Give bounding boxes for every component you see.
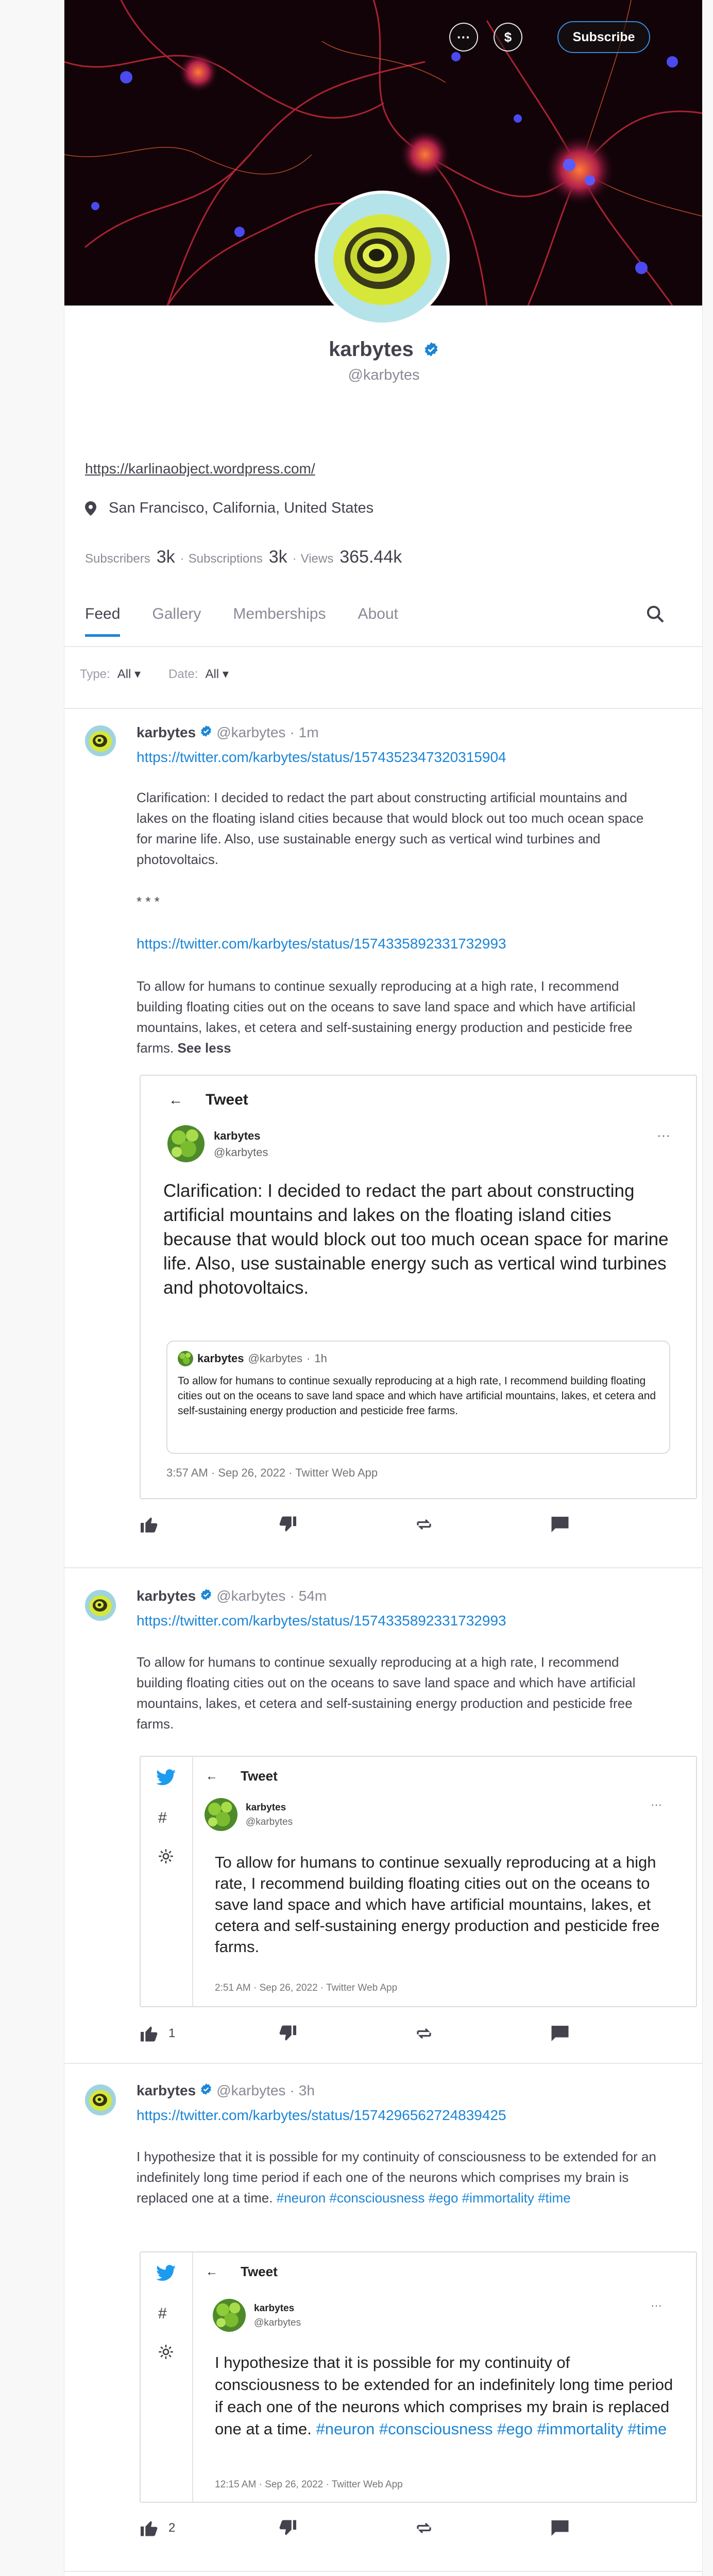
- search-feed-button[interactable]: [645, 604, 666, 627]
- subscribers-count[interactable]: 3k: [156, 547, 175, 567]
- hashtag-link[interactable]: #ego: [497, 2420, 533, 2438]
- quoted-time: 1h: [314, 1352, 327, 1365]
- type-filter-label: Type:: [80, 667, 110, 681]
- thumbs-up-icon: [140, 2025, 159, 2042]
- thumbs-up-count: 1: [168, 2026, 176, 2040]
- tweet-author-name: karbytes: [214, 1129, 261, 1142]
- filters-divider: [64, 708, 703, 709]
- location-text: San Francisco, California, United States: [109, 500, 374, 516]
- verified-icon: [200, 1588, 212, 1604]
- post-actions: [140, 2025, 655, 2045]
- quoted-author-name: karbytes: [197, 1352, 244, 1365]
- post-header: karbytes @karbytes · 1m: [137, 724, 319, 740]
- post-author-handle[interactable]: @karbytes: [216, 2082, 286, 2098]
- see-less-link[interactable]: See less: [177, 1040, 231, 1056]
- thumbs-down-icon: [278, 1516, 297, 1533]
- tweet-more-icon[interactable]: ···: [651, 2299, 662, 2312]
- quoted-avatar: [178, 1351, 193, 1366]
- dollar-icon: $: [504, 29, 512, 45]
- post-link[interactable]: https://twitter.com/karbytes/status/1574352347320315904: [137, 749, 506, 765]
- post-separator: * * *: [137, 894, 160, 909]
- tweet-author-name: karbytes: [246, 1802, 286, 1813]
- quoted-author-handle: @karbytes: [248, 1352, 302, 1365]
- tweet-avatar[interactable]: [167, 1125, 205, 1162]
- tweet-text: Clarification: I decided to redact the part about constructing artificial mountains and lakes on the floating island cities because that would block out too much ocean space for marine life. Also, use sustainable energy such as vertical wind turbines and photovoltaics.: [163, 1181, 669, 1298]
- post-text-body: To allow for humans to continue sexually reproducing at a high rate, I recommend building floating cities out on the oceans to save land space and which have artificial mountains, lakes, et cetera and self-sustaining energy production and pesticide free farms.: [137, 978, 636, 1056]
- thumbs-up-icon: [140, 1516, 159, 1533]
- tweet-author-handle: @karbytes: [246, 1817, 293, 1827]
- thumbs-down-icon: [278, 2025, 297, 2042]
- tweet-author-handle: @karbytes: [254, 2317, 301, 2328]
- channel-page: [64, 0, 703, 2576]
- tip-button[interactable]: [494, 23, 522, 52]
- search-icon: [645, 604, 666, 624]
- quoted-text: To allow for humans to continue sexually reproducing at a high rate, I recommend building floating cities out on the oceans to save land space and which have artificial mountains, lakes, et cetera and self-sustaining energy production and pesticide free farms.: [178, 1375, 656, 1417]
- date-filter-value: All: [205, 667, 219, 681]
- tweet-author-handle: @karbytes: [214, 1146, 268, 1159]
- hashtag-link[interactable]: #time: [627, 2420, 667, 2438]
- thumbs-down-button[interactable]: [278, 1516, 297, 1533]
- post-time[interactable]: 54m: [298, 1588, 327, 1604]
- tweet-embed[interactable]: [140, 2251, 697, 2503]
- more-options-button[interactable]: [449, 23, 478, 52]
- feed-post: [64, 2081, 703, 2571]
- verified-icon: [423, 339, 439, 362]
- channel-name-text: karbytes: [329, 338, 414, 361]
- post-link[interactable]: https://twitter.com/karbytes/status/1574335892331732993: [137, 1613, 506, 1629]
- post-text: Clarification: I decided to redact the part about constructing artificial mountains and lakes on the floating island cities because that would block out too much ocean space for marine life. Also, use sustainable energy such as vertical wind turbines and photovoltaics.: [137, 790, 644, 867]
- thumbs-down-button[interactable]: [278, 2519, 297, 2537]
- remind-button[interactable]: [415, 2025, 433, 2042]
- tabs-divider: [64, 646, 703, 647]
- thumbs-up-icon: [140, 2519, 159, 2537]
- feed-filters: [80, 667, 229, 682]
- hashtag-link[interactable]: #consciousness: [379, 2420, 493, 2438]
- hashtag-link[interactable]: #consciousness: [329, 2190, 425, 2206]
- back-arrow-icon[interactable]: ←: [206, 1769, 218, 1783]
- subscriptions-count[interactable]: 3k: [268, 547, 287, 567]
- channel-avatar[interactable]: [315, 191, 450, 326]
- feed-post: [64, 721, 703, 1561]
- twitter-bird-icon: [156, 1769, 176, 1788]
- post-text: To allow for humans to continue sexually reproducing at a high rate, I recommend building floating cities out on the oceans to save land space and which have artificial mountains, lakes, et cetera and self-sustaining energy production and pesticide free farms.: [137, 1654, 636, 1732]
- post-author-handle[interactable]: @karbytes: [216, 724, 286, 740]
- verified-icon: [200, 2082, 212, 2099]
- hashtag-link[interactable]: #time: [538, 2190, 571, 2206]
- tweet-footer: 12:15 AM · Sep 26, 2022 · Twitter Web App: [215, 2479, 403, 2490]
- thumbs-up-button[interactable]: [140, 1516, 168, 1533]
- chevron-down-icon: ▾: [134, 667, 141, 681]
- hashtag-link[interactable]: #immortality: [537, 2420, 623, 2438]
- post-actions: [140, 2519, 655, 2540]
- back-arrow-icon[interactable]: ←: [168, 1092, 183, 1108]
- post-divider: [64, 2571, 703, 2572]
- post-author-name[interactable]: karbytes: [137, 2082, 196, 2098]
- hashtag-link[interactable]: #neuron: [276, 2190, 326, 2206]
- date-filter-label: Date:: [168, 667, 198, 681]
- date-filter[interactable]: [168, 667, 229, 682]
- chevron-down-icon: ▾: [222, 667, 229, 681]
- post-actions: [140, 1516, 655, 1536]
- thumbs-up-button[interactable]: [140, 2025, 175, 2042]
- quoted-tweet[interactable]: karbytes @karbytes · 1h To allow for humans to continue sexually reproducing at a high rate, I recommend building floating cities out on the oceans to save land space and which have artificial mountains, lakes, et cetera and self-sustaining energy production and pesticide free farms.: [166, 1341, 670, 1454]
- tweet-more-icon[interactable]: ···: [657, 1127, 670, 1143]
- website-link[interactable]: https://karlinaobject.wordpress.com/: [85, 461, 315, 477]
- tab-gallery[interactable]: Gallery: [152, 605, 201, 622]
- hashtag-link[interactable]: #ego: [428, 2190, 459, 2206]
- hashtag-icon: #: [158, 2305, 167, 2322]
- post-author-name[interactable]: karbytes: [137, 1588, 196, 1604]
- tweet-embed-title: Tweet: [206, 1091, 248, 1108]
- views-count: 365.44k: [339, 547, 402, 567]
- hashtag-link[interactable]: #immortality: [462, 2190, 534, 2206]
- left-gutter: [0, 0, 64, 2576]
- post-avatar[interactable]: [85, 1590, 116, 1621]
- tweet-more-icon[interactable]: ···: [651, 1798, 662, 1811]
- tweet-avatar[interactable]: [205, 1798, 237, 1831]
- thumbs-up-count: 2: [168, 2521, 176, 2535]
- hashtag-link[interactable]: #neuron: [316, 2420, 375, 2438]
- tweet-text-body: I hypothesize that it is possible for my continuity of consciousness to be extended for an indefinitely long time period if each one of the neurons which comprises my brain is replaced one at a time.: [215, 2353, 673, 2438]
- comment-button[interactable]: [551, 1516, 569, 1533]
- settings-gear-icon: [158, 2344, 174, 2362]
- post-link[interactable]: https://twitter.com/karbytes/status/1574296562724839425: [137, 2107, 506, 2123]
- post-time[interactable]: 1m: [298, 724, 319, 740]
- post-divider: [64, 1567, 703, 1568]
- tab-feed[interactable]: Feed: [85, 605, 120, 637]
- feed-post: [64, 1587, 703, 2061]
- avatar-image: [318, 194, 447, 323]
- thumbs-down-button[interactable]: [278, 2025, 297, 2042]
- post-divider: [64, 2063, 703, 2064]
- channel-tabs: [85, 605, 430, 637]
- location-pin-icon: [85, 501, 96, 516]
- channel-handle: @karbytes: [348, 367, 420, 383]
- tweet-avatar[interactable]: [213, 2299, 246, 2332]
- comment-button[interactable]: [551, 2519, 569, 2537]
- tweet-text: To allow for humans to continue sexually reproducing at a high rate, I recommend building floating cities out on the oceans to save land space and which have artificial mountains, lakes, et cetera and self-sustaining energy production and pesticide free farms.: [215, 1853, 660, 1956]
- subscriptions-label[interactable]: Subscriptions: [188, 552, 263, 566]
- post-avatar[interactable]: [85, 2084, 116, 2115]
- tweet-embed-title: Tweet: [241, 1768, 278, 1784]
- back-arrow-icon[interactable]: ←: [206, 2264, 218, 2279]
- remind-button[interactable]: [415, 2519, 433, 2537]
- tweet-embed[interactable]: [140, 1075, 697, 1499]
- verified-icon: [200, 724, 212, 741]
- post-header: karbytes @karbytes · 3h: [137, 2082, 315, 2098]
- subscribe-button[interactable]: Subscribe: [557, 21, 650, 53]
- post-text-body: I hypothesize that it is possible for my continuity of consciousness to be extended for an indefinitely long time period if each one of the neurons which comprises my brain is replaced one at a time.: [137, 2149, 656, 2206]
- tab-about[interactable]: About: [358, 605, 398, 622]
- channel-stats: Subscribers 3k · Subscriptions 3k · Views 365.44k: [85, 547, 402, 567]
- post-text-continued: [137, 976, 662, 1058]
- thumbs-up-button[interactable]: [140, 2519, 175, 2537]
- type-filter-value: All: [117, 667, 131, 681]
- tweet-text: [215, 2351, 678, 2440]
- tweet-footer: 3:57 AM · Sep 26, 2022 · Twitter Web App: [166, 1466, 378, 1479]
- location-row: [85, 500, 374, 517]
- channel-name: [64, 338, 703, 362]
- post-author-handle[interactable]: @karbytes: [216, 1588, 286, 1604]
- repost-icon: [415, 1516, 433, 1533]
- tweet-embed-title: Tweet: [241, 2264, 278, 2279]
- more-horizontal-icon: ···: [457, 29, 470, 45]
- subscribers-label[interactable]: Subscribers: [85, 552, 150, 566]
- post-link[interactable]: https://twitter.com/karbytes/status/1574335892331732993: [137, 936, 506, 952]
- post-avatar[interactable]: [85, 725, 116, 756]
- comment-icon: [551, 1516, 569, 1533]
- remind-button[interactable]: [415, 1516, 433, 1533]
- repost-icon: [415, 2025, 433, 2042]
- tweet-author-name: karbytes: [254, 2303, 295, 2314]
- repost-icon: [415, 2519, 433, 2537]
- tweet-footer: 2:51 AM · Sep 26, 2022 · Twitter Web App: [215, 1982, 398, 1993]
- type-filter[interactable]: [80, 667, 141, 682]
- comment-button[interactable]: [551, 2025, 569, 2042]
- right-gutter: [703, 0, 713, 2576]
- views-label: Views: [300, 552, 334, 566]
- twitter-bird-icon: [156, 2265, 176, 2284]
- post-author-name[interactable]: karbytes: [137, 724, 196, 740]
- post-text: [137, 2146, 662, 2208]
- tab-memberships[interactable]: Memberships: [233, 605, 326, 622]
- comment-icon: [551, 2519, 569, 2537]
- post-header: karbytes @karbytes · 54m: [137, 1588, 327, 1604]
- tweet-embed[interactable]: [140, 1756, 697, 2007]
- thumbs-down-icon: [278, 2519, 297, 2537]
- settings-gear-icon: [158, 1849, 174, 1867]
- post-time[interactable]: 3h: [298, 2082, 315, 2098]
- comment-icon: [551, 2025, 569, 2042]
- hashtag-icon: #: [158, 1809, 167, 1826]
